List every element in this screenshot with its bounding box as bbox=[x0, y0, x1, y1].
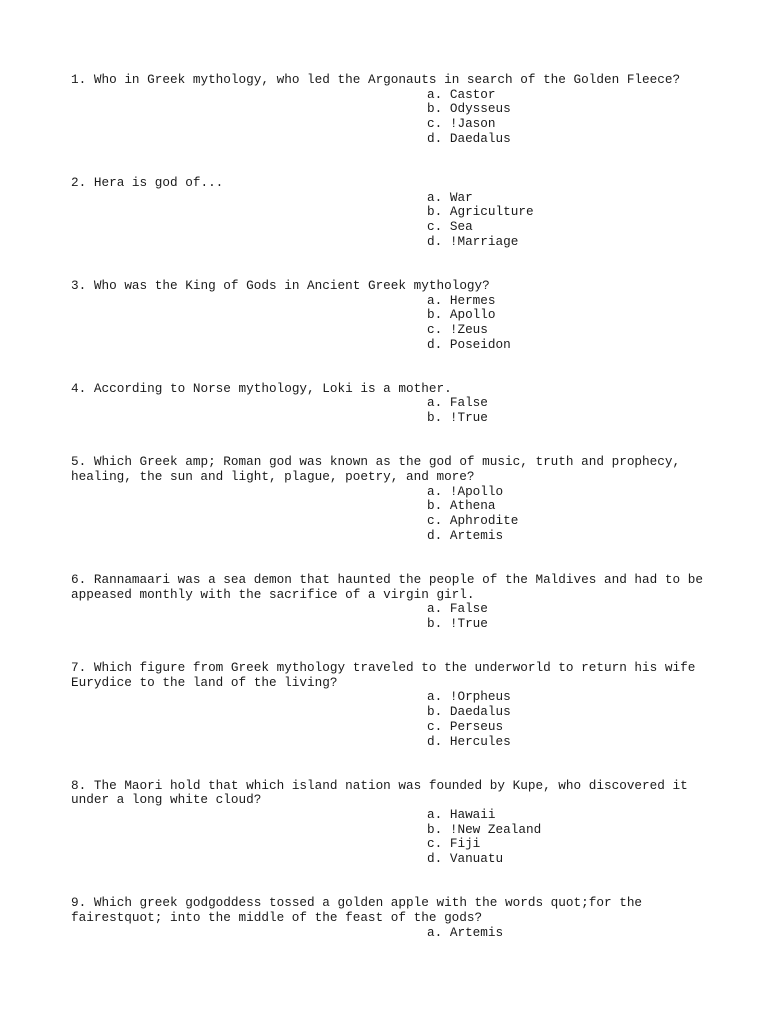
answer-option: a. Hawaii bbox=[427, 807, 496, 823]
answer-list bbox=[71, 396, 711, 425]
answer-option: a. !Apollo bbox=[427, 483, 504, 499]
question-block bbox=[71, 455, 711, 543]
question-body: Which figure from Greek mythology traveled to the underworld to return his wife Eurydice to the land of the living? bbox=[71, 660, 696, 690]
spacer bbox=[86, 454, 94, 469]
question-text bbox=[71, 573, 711, 602]
spacer bbox=[86, 778, 94, 793]
question-number: 2. bbox=[71, 174, 87, 190]
answer-option: c. !Zeus bbox=[427, 321, 488, 337]
answer-option: c. Aphrodite bbox=[427, 513, 519, 529]
quiz-document bbox=[71, 73, 711, 970]
question-text bbox=[71, 176, 711, 191]
question-body: Who was the King of Gods in Ancient Greek mythology? bbox=[93, 277, 490, 293]
answer-option: a. !Orpheus bbox=[427, 689, 511, 705]
answer-list bbox=[71, 88, 711, 147]
question-block bbox=[71, 382, 711, 426]
answer-list bbox=[71, 294, 711, 353]
question-text bbox=[71, 896, 711, 925]
question-number: 9. bbox=[71, 895, 87, 911]
question-body: Hera is god of... bbox=[93, 174, 224, 190]
question-number: 6. bbox=[71, 571, 87, 587]
answer-option: d. Poseidon bbox=[427, 336, 511, 352]
question-number: 3. bbox=[71, 277, 87, 293]
answer-option: c. Perseus bbox=[427, 718, 504, 734]
answer-option: b. !True bbox=[427, 410, 488, 426]
answer-option: c. Sea bbox=[427, 219, 473, 235]
question-body: According to Norse mythology, Loki is a mother. bbox=[93, 380, 452, 396]
answer-option: b. Athena bbox=[427, 498, 496, 514]
question-text bbox=[71, 661, 711, 690]
answer-option: a. Castor bbox=[427, 86, 496, 102]
question-text bbox=[71, 279, 711, 294]
spacer bbox=[86, 572, 94, 587]
answer-option: a. False bbox=[427, 395, 488, 411]
spacer bbox=[86, 175, 94, 190]
spacer bbox=[86, 72, 94, 87]
answer-option: b. Apollo bbox=[427, 307, 496, 323]
question-number: 4. bbox=[71, 380, 87, 396]
answer-option: a. Hermes bbox=[427, 292, 496, 308]
answer-list bbox=[71, 690, 711, 749]
question-block bbox=[71, 279, 711, 353]
question-number: 5. bbox=[71, 454, 87, 470]
spacer bbox=[86, 895, 94, 910]
answer-option: d. Hercules bbox=[427, 733, 511, 749]
question-number: 7. bbox=[71, 660, 87, 676]
question-block bbox=[71, 176, 711, 250]
question-body: The Maori hold that which island nation was founded by Kupe, who discovered it under a long white cloud? bbox=[71, 777, 688, 808]
question-body: Rannamaari was a sea demon that haunted the people of the Maldives and had to be appeased monthly with the sacrifice of a virgin girl. bbox=[71, 571, 703, 602]
question-body: Which greek godgoddess tossed a golden apple with the words quot;for the fairestquot; into the middle of the feast of the gods? bbox=[71, 895, 643, 925]
question-number: 8. bbox=[71, 777, 87, 793]
question-block bbox=[71, 661, 711, 749]
spacer bbox=[86, 381, 94, 396]
spacer bbox=[86, 278, 94, 293]
question-block bbox=[71, 73, 711, 147]
answer-option: c. !Jason bbox=[427, 116, 496, 132]
question-block bbox=[71, 573, 711, 632]
answer-option: b. Odysseus bbox=[427, 101, 511, 117]
answer-option: b. !True bbox=[427, 615, 488, 631]
answer-list bbox=[71, 602, 711, 631]
question-text bbox=[71, 382, 711, 397]
answer-option: c. Fiji bbox=[427, 836, 481, 852]
answer-option: a. Artemis bbox=[427, 924, 504, 940]
answer-option: a. War bbox=[427, 189, 473, 205]
answer-option: b. !New Zealand bbox=[427, 821, 542, 837]
answer-list bbox=[71, 808, 711, 867]
question-block bbox=[71, 779, 711, 867]
question-body: Who in Greek mythology, who led the Argonauts in search of the Golden Fleece? bbox=[93, 72, 681, 87]
answer-option: d. Vanuatu bbox=[427, 851, 504, 867]
answer-option: b. Agriculture bbox=[427, 204, 534, 220]
answer-option: d. Daedalus bbox=[427, 130, 511, 146]
answer-option: d. !Marriage bbox=[427, 233, 519, 249]
spacer bbox=[86, 660, 94, 675]
answer-option: a. False bbox=[427, 601, 488, 617]
question-text bbox=[71, 455, 711, 484]
answer-option: b. Daedalus bbox=[427, 704, 511, 720]
answer-option: d. Artemis bbox=[427, 527, 504, 543]
answer-list bbox=[71, 191, 711, 250]
question-number: 1. bbox=[71, 72, 87, 87]
question-body: Which Greek amp; Roman god was known as the god of music, truth and prophecy, healing, the sun and light, plague, poetry, and more? bbox=[71, 454, 681, 484]
question-text bbox=[71, 779, 711, 808]
question-text bbox=[71, 73, 711, 88]
question-block bbox=[71, 896, 711, 940]
answer-list bbox=[71, 485, 711, 544]
answer-list bbox=[71, 926, 711, 941]
